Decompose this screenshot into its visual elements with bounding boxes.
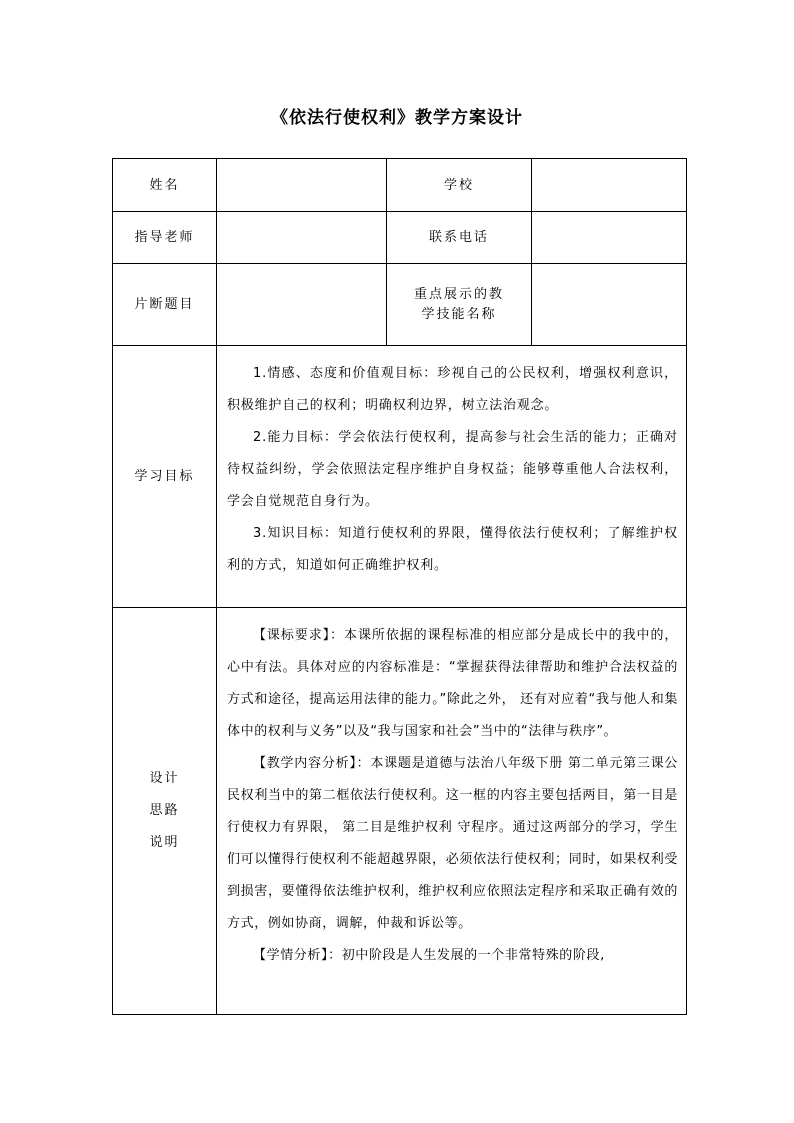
school-value-cell[interactable] [532, 159, 687, 212]
skill-label [387, 264, 532, 346]
name-value-cell[interactable] [217, 159, 387, 212]
row-goals [113, 346, 687, 608]
goal-item: 2.能力目标：学会依法行使权利，提高参与社会生活的能力；正确对待权益纠纷，学会依照法定程序维护自身权益；能够尊重他人合法权利，学会自觉规范自身行为。 [227, 430, 678, 509]
advisor-value-cell[interactable] [217, 212, 387, 264]
row-design [113, 608, 687, 1015]
goals-content [217, 346, 687, 608]
goal-item: 1.情感、态度和价值观目标：珍视自己的公民权利，增强权利意识，积极维护自己的权利；明确权利边界，树立法治观念。 [227, 366, 678, 413]
row-advisor-phone [113, 212, 687, 264]
skill-label-line2: 学技能名称 [421, 306, 497, 322]
design-label-line1: 设计 [149, 771, 180, 786]
row-name-school [113, 159, 687, 212]
goals-label: 学习目标 [113, 346, 217, 608]
design-label-line2: 思路 [149, 803, 180, 818]
school-label: 学校 [387, 159, 532, 212]
skill-label-line1: 重点展示的教 [413, 286, 504, 302]
design-paragraph: 【学情分析】：初中阶段是人生发展的一个非常特殊的阶段, [253, 948, 605, 963]
row-segment-skill [113, 264, 687, 346]
lesson-plan-form [112, 158, 687, 1015]
phone-value-cell[interactable] [532, 212, 687, 264]
design-label [113, 608, 217, 1015]
advisor-label: 指导老师 [113, 212, 217, 264]
document-title: 《依法行使权利》教学方案设计 [271, 108, 523, 128]
phone-label: 联系电话 [387, 212, 532, 264]
goal-item: 3.知识目标：知道行使权利的界限，懂得依法行使权利；了解维护权利的方式，知道如何正确维护权利。 [227, 526, 678, 573]
design-paragraph: 【课标要求】：本课所依据的课程标准的相应部分是成长中的我中的，心中有法。具体对应的内容标准是：“掌握获得法律帮助和维护合法权益的方式和途径，提高运用法律的能力。”除此之外， 还有对应着“我与他人和集体中的权利与义务”以及“我与国家和社会”当中的“法律与秩序”。 [227, 628, 678, 739]
segment-value-cell[interactable] [217, 264, 387, 346]
design-content [217, 608, 687, 1015]
name-label: 姓名 [113, 159, 217, 212]
skill-value-cell[interactable] [532, 264, 687, 346]
segment-label: 片断题目 [113, 264, 217, 346]
design-label-line3: 说明 [149, 835, 180, 850]
design-paragraph: 【教学内容分析】：本课题是道德与法治八年级下册 第二单元第三课公民权利当中的第二框依法行使权利。这一框的内容主要包括两目，第一目是行使权力有界限， 第二目是维护权利 守程序。通过这两部分的学习，学生们可以懂得行使权利不能超越界限，必须依法行使权利；同时，如果权利受到损害，要懂得依法维护权利，维护权利应依照法定程序和采取正确有效的方式，例如协商，调解，仲裁和诉讼等。 [227, 756, 678, 931]
